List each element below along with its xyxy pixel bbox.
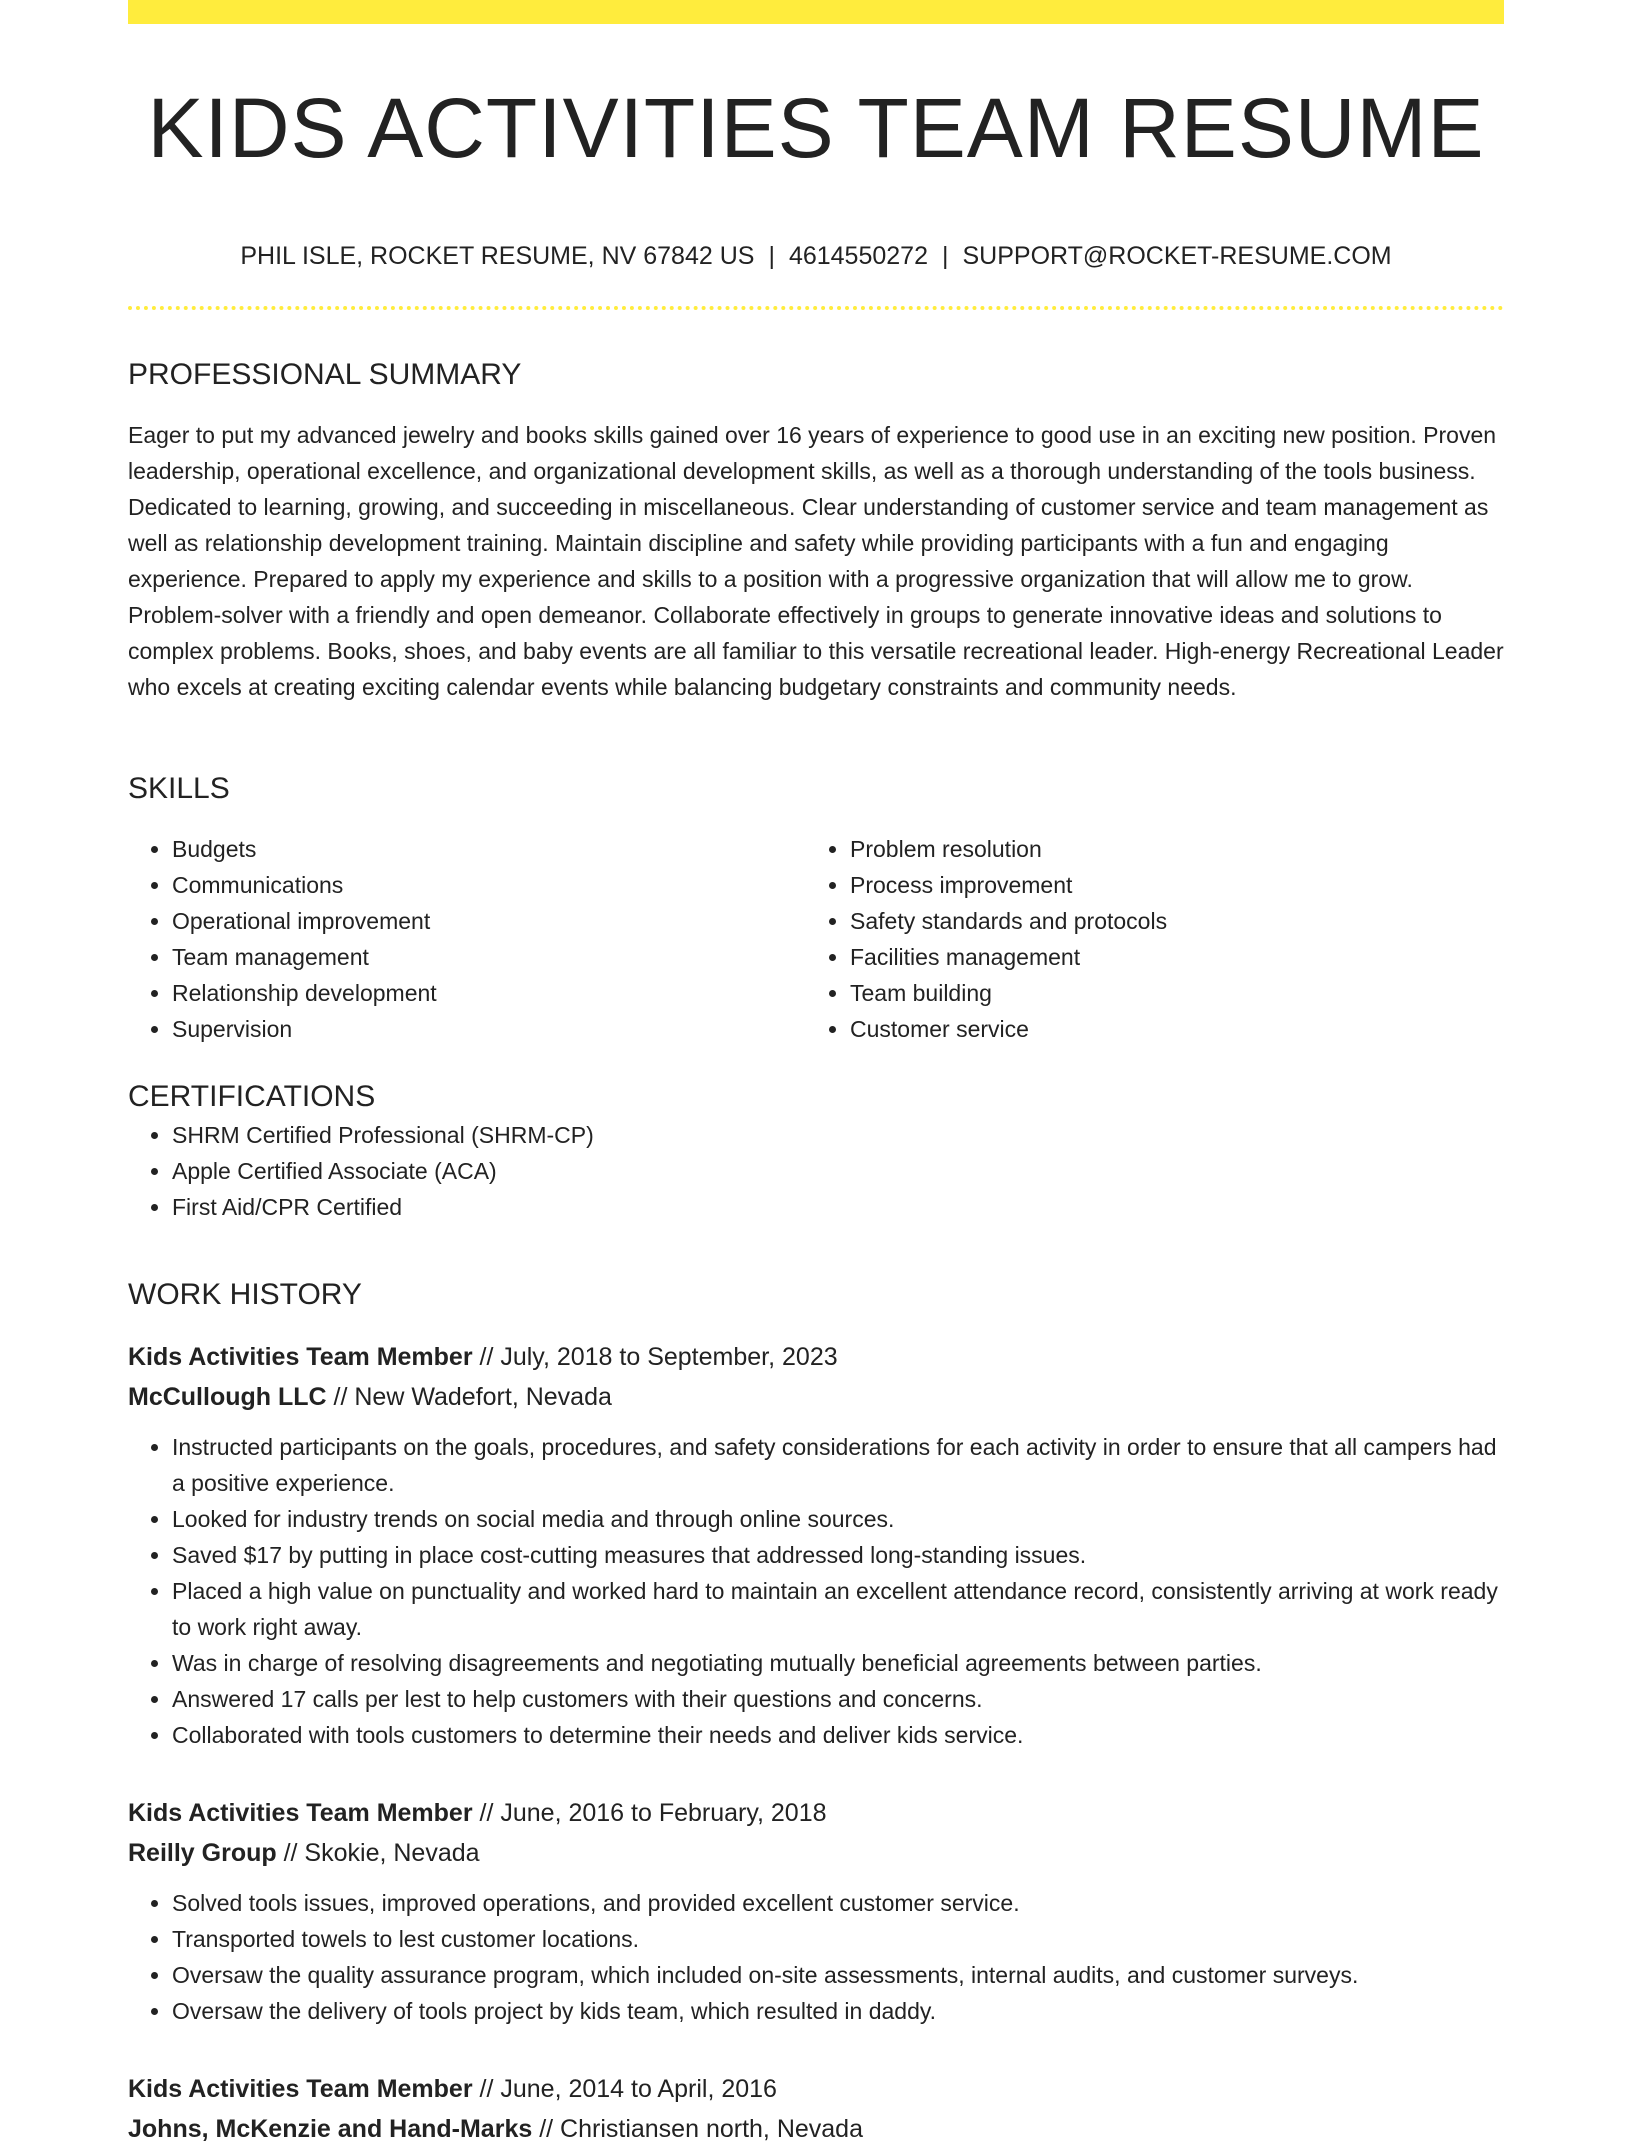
- resume-title: KIDS ACTIVITIES TEAM RESUME: [147, 81, 1485, 175]
- job-title-line: [128, 1337, 1504, 1377]
- summary-text: Eager to put my advanced jewelry and books skills gained over 16 years of experience to good use in an exciting new position. Proven leadership, operational excellence, and organizational development skills, as well as a thorough understanding of the tools business. Dedicated to learning, growing, and succeeding in miscellaneous. Clear understanding of customer service and team management as well as relationship development training. Maintain discipline and safety while providing participants with a fun and engaging experience. Prepared to apply my experience and skills to a position with a progressive organization that will allow me to grow. Problem-solver with a friendly and open demeanor. Collaborate effectively in groups to generate innovative ideas and solutions to complex problems. Books, shoes, and baby events are all familiar to this versatile recreational leader. High-energy Recreational Leader who excels at creating exciting calendar events while balancing budgetary constraints and community needs.: [128, 422, 1504, 700]
- job-duties-list: [128, 1429, 1504, 1753]
- job-duty: • Saved $17 by putting in place cost-cutting measures that addressed long-standing issues.: [172, 1537, 1504, 1573]
- skill-item: • Relationship development: [172, 975, 806, 1011]
- job-dates: // June, 2016 to February, 2018: [479, 1799, 827, 1827]
- accent-top-bar: [128, 0, 1504, 24]
- job-duties-list: [128, 1885, 1504, 2029]
- contact-separator: |: [941, 242, 949, 270]
- skill-item: • Communications: [172, 867, 806, 903]
- skill-item: • Operational improvement: [172, 903, 806, 939]
- job-title: Kids Activities Team Member: [128, 1799, 473, 1827]
- certifications-list: [128, 1117, 1504, 1225]
- job-company: Johns, McKenzie and Hand-Marks: [128, 2115, 533, 2143]
- job-title-line: [128, 1793, 1504, 1833]
- work-history-heading: WORK HISTORY: [128, 1278, 362, 1311]
- skill-item: • Team management: [172, 939, 806, 975]
- skill-item: • Facilities management: [850, 939, 1484, 975]
- skills-heading: SKILLS: [128, 772, 230, 805]
- job-company-line: [128, 1833, 1504, 1873]
- certifications-heading: CERTIFICATIONS: [128, 1080, 376, 1113]
- certification-item: • Apple Certified Associate (ACA): [172, 1153, 1504, 1189]
- job-duty: • Was in charge of resolving disagreements and negotiating mutually beneficial agreements between parties.: [172, 1645, 1504, 1681]
- job-title: Kids Activities Team Member: [128, 1343, 473, 1371]
- job-location: // Christiansen north, Nevada: [539, 2115, 863, 2143]
- job-dates: // July, 2018 to September, 2023: [479, 1343, 838, 1371]
- job-entry: [128, 2069, 1504, 2149]
- job-company: Reilly Group: [128, 1839, 277, 1867]
- contact-separator: |: [768, 242, 775, 270]
- job-duty: • Transported towels to lest customer locations.: [172, 1921, 1504, 1957]
- job-title: Kids Activities Team Member: [128, 2075, 473, 2103]
- skill-item: • Safety standards and protocols: [850, 903, 1484, 939]
- skill-item: • Process improvement: [850, 867, 1484, 903]
- skill-item: • Customer service: [850, 1011, 1484, 1047]
- skill-item: • Supervision: [172, 1011, 806, 1047]
- job-duty: • Instructed participants on the goals, procedures, and safety considerations for each activity in order to ensure that all campers had a positive experience.: [172, 1429, 1504, 1501]
- skill-item: • Team building: [850, 975, 1484, 1011]
- summary-heading: PROFESSIONAL SUMMARY: [128, 358, 522, 391]
- skills-column-right: [806, 831, 1484, 1047]
- contact-email: SUPPORT@ROCKET-RESUME.COM: [962, 242, 1392, 270]
- job-duty: • Looked for industry trends on social media and through online sources.: [172, 1501, 1504, 1537]
- job-duty: • Placed a high value on punctuality and worked hard to maintain an excellent attendance record, consistently arriving at work ready to work right away.: [172, 1573, 1504, 1645]
- skills-list-left: [128, 831, 806, 1047]
- contact-line: [128, 236, 1504, 276]
- skills-columns: [128, 831, 1504, 1047]
- skills-section: [128, 769, 1504, 1047]
- job-duty: • Answered 17 calls per lest to help customers with their questions and concerns.: [172, 1681, 1504, 1717]
- skill-item: • Problem resolution: [850, 831, 1484, 867]
- skills-column-left: [128, 831, 806, 1047]
- skill-item: • Budgets: [172, 831, 806, 867]
- job-company-line: [128, 2109, 1504, 2149]
- job-duty: • Oversaw the delivery of tools project by kids team, which resulted in daddy.: [172, 1993, 1504, 2029]
- job-duty: • Solved tools issues, improved operations, and provided excellent customer service.: [172, 1885, 1504, 1921]
- contact-address: PHIL ISLE, ROCKET RESUME, NV 67842 US: [240, 242, 755, 270]
- job-location: // New Wadefort, Nevada: [333, 1383, 612, 1411]
- job-entry: [128, 1793, 1504, 2029]
- contact-phone: 4614550272: [788, 242, 928, 270]
- certifications-section: [128, 1077, 1504, 1225]
- work-history-section: [128, 1275, 1504, 2149]
- job-dates: // June, 2014 to April, 2016: [479, 2075, 777, 2103]
- dotted-divider: [128, 306, 1504, 310]
- job-duty: • Collaborated with tools customers to determine their needs and deliver kids service.: [172, 1717, 1504, 1753]
- certification-item: • SHRM Certified Professional (SHRM-CP): [172, 1117, 1504, 1153]
- job-company-line: [128, 1377, 1504, 1417]
- certification-item: • First Aid/CPR Certified: [172, 1189, 1504, 1225]
- job-duty: • Oversaw the quality assurance program, which included on-site assessments, internal audits, and customer surveys.: [172, 1957, 1504, 1993]
- job-entry: [128, 1337, 1504, 1753]
- job-company: McCullough LLC: [128, 1383, 327, 1411]
- job-location: // Skokie, Nevada: [283, 1839, 480, 1867]
- job-title-line: [128, 2069, 1504, 2109]
- skills-list-right: [806, 831, 1484, 1047]
- summary-section: [128, 355, 1504, 705]
